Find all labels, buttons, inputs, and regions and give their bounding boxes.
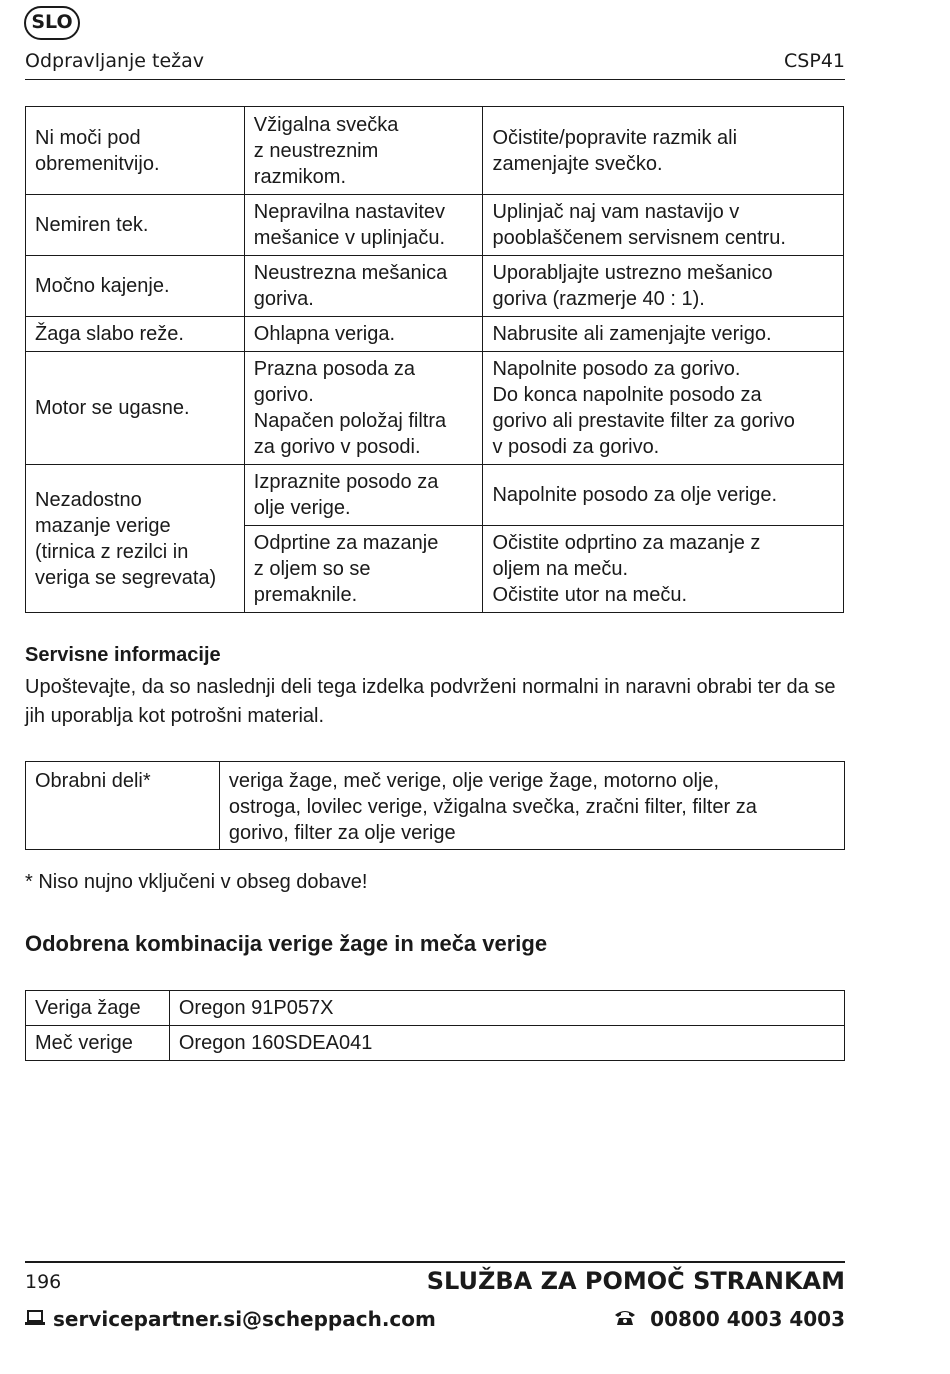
table-row <box>26 317 844 352</box>
table-row <box>26 107 844 195</box>
table-row <box>26 465 844 526</box>
email-address[interactable]: servicepartner.si@scheppach.com <box>53 1307 436 1331</box>
language-badge: SLO <box>24 6 80 40</box>
combo-label-cell: Meč verige <box>26 1026 170 1061</box>
remedy-cell: Nabrusite ali zamenjajte verigo. <box>483 317 844 352</box>
cause-cell: Vžigalna svečka z neustreznim razmikom. <box>244 107 483 195</box>
cause-cell: Neustrezna mešanica goriva. <box>244 256 483 317</box>
combination-heading: Odobrena kombinacija verige žage in meča verige <box>25 931 548 956</box>
problem-cell: Močno kajenje. <box>26 256 245 317</box>
remedy-cell: Uporabljajte ustrezno mešanico goriva (razmerje 40 : 1). <box>483 256 844 317</box>
cause-cell: Nepravilna nastavitev mešanice v uplinjaču. <box>244 195 483 256</box>
remedy-cell: Očistite/popravite razmik ali zamenjajte svečko. <box>483 107 844 195</box>
cause-cell: Ohlapna veriga. <box>244 317 483 352</box>
wear-parts-cell: veriga žage, meč verige, olje verige žage, motorno olje, ostroga, lovilec verige, vžigalna svečka, zračni filter, filter za gorivo, filter za olje verige <box>219 762 844 850</box>
footer-divider <box>25 1261 845 1263</box>
email-contact <box>25 1307 436 1331</box>
remedy-cell: Uplinjač naj vam nastavijo v pooblaščenem servisnem centru. <box>483 195 844 256</box>
service-heading: Servisne informacije <box>25 644 221 666</box>
phone-icon <box>614 1307 636 1331</box>
service-text: Upoštevajte, da so naslednji deli tega izdelka podvrženi normalni in naravni obrabi ter da se jih uporablja kot potrošni material. <box>25 676 836 727</box>
cause-cell: Prazna posoda za gorivo. Napačen položaj filtra za gorivo v posodi. <box>244 352 483 465</box>
troubleshooting-table <box>25 106 844 613</box>
laptop-icon <box>25 1307 45 1331</box>
table-row <box>26 991 845 1026</box>
table-row <box>26 762 845 850</box>
problem-cell: Motor se ugasne. <box>26 352 245 465</box>
wear-parts-table <box>25 761 845 850</box>
problem-cell: Nemiren tek. <box>26 195 245 256</box>
wear-label-cell: Obrabni deli* <box>26 762 220 850</box>
remedy-cell: Očistite odprtino za mazanje z oljem na meču. Očistite utor na meču. <box>483 526 844 613</box>
problem-cell: Ni moči pod obremenitvijo. <box>26 107 245 195</box>
remedy-cell: Napolnite posodo za olje verige. <box>483 465 844 526</box>
remedy-cell: Napolnite posodo za gorivo. Do konca napolnite posodo za gorivo ali prestavite filter za gorivo v posodi za gorivo. <box>483 352 844 465</box>
table-row <box>26 195 844 256</box>
section-title: Odpravljanje težav <box>25 50 205 72</box>
combo-value-cell: Oregon 91P057X <box>169 991 844 1026</box>
combination-table <box>25 990 845 1061</box>
combo-value-cell: Oregon 160SDEA041 <box>169 1026 844 1061</box>
cause-cell: Odprtine za mazanje z oljem so se premaknile. <box>244 526 483 613</box>
problem-cell: Žaga slabo reže. <box>26 317 245 352</box>
header-divider <box>25 79 845 80</box>
table-row <box>26 352 844 465</box>
page-number: 196 <box>25 1271 62 1293</box>
table-row <box>26 256 844 317</box>
service-title: SLUŽBA ZA POMOČ STRANKAM <box>426 1267 845 1295</box>
phone-number[interactable]: 00800 4003 4003 <box>650 1307 845 1331</box>
phone-contact <box>614 1307 845 1331</box>
cause-cell: Izpraznite posodo za olje verige. <box>244 465 483 526</box>
problem-cell: Nezadostno mazanje verige (tirnica z rezilci in veriga se segrevata) <box>26 465 245 613</box>
combo-label-cell: Veriga žage <box>26 991 170 1026</box>
footnote: * Niso nujno vključeni v obseg dobave! <box>25 871 368 893</box>
model-name: CSP41 <box>784 50 845 72</box>
table-row <box>26 1026 845 1061</box>
